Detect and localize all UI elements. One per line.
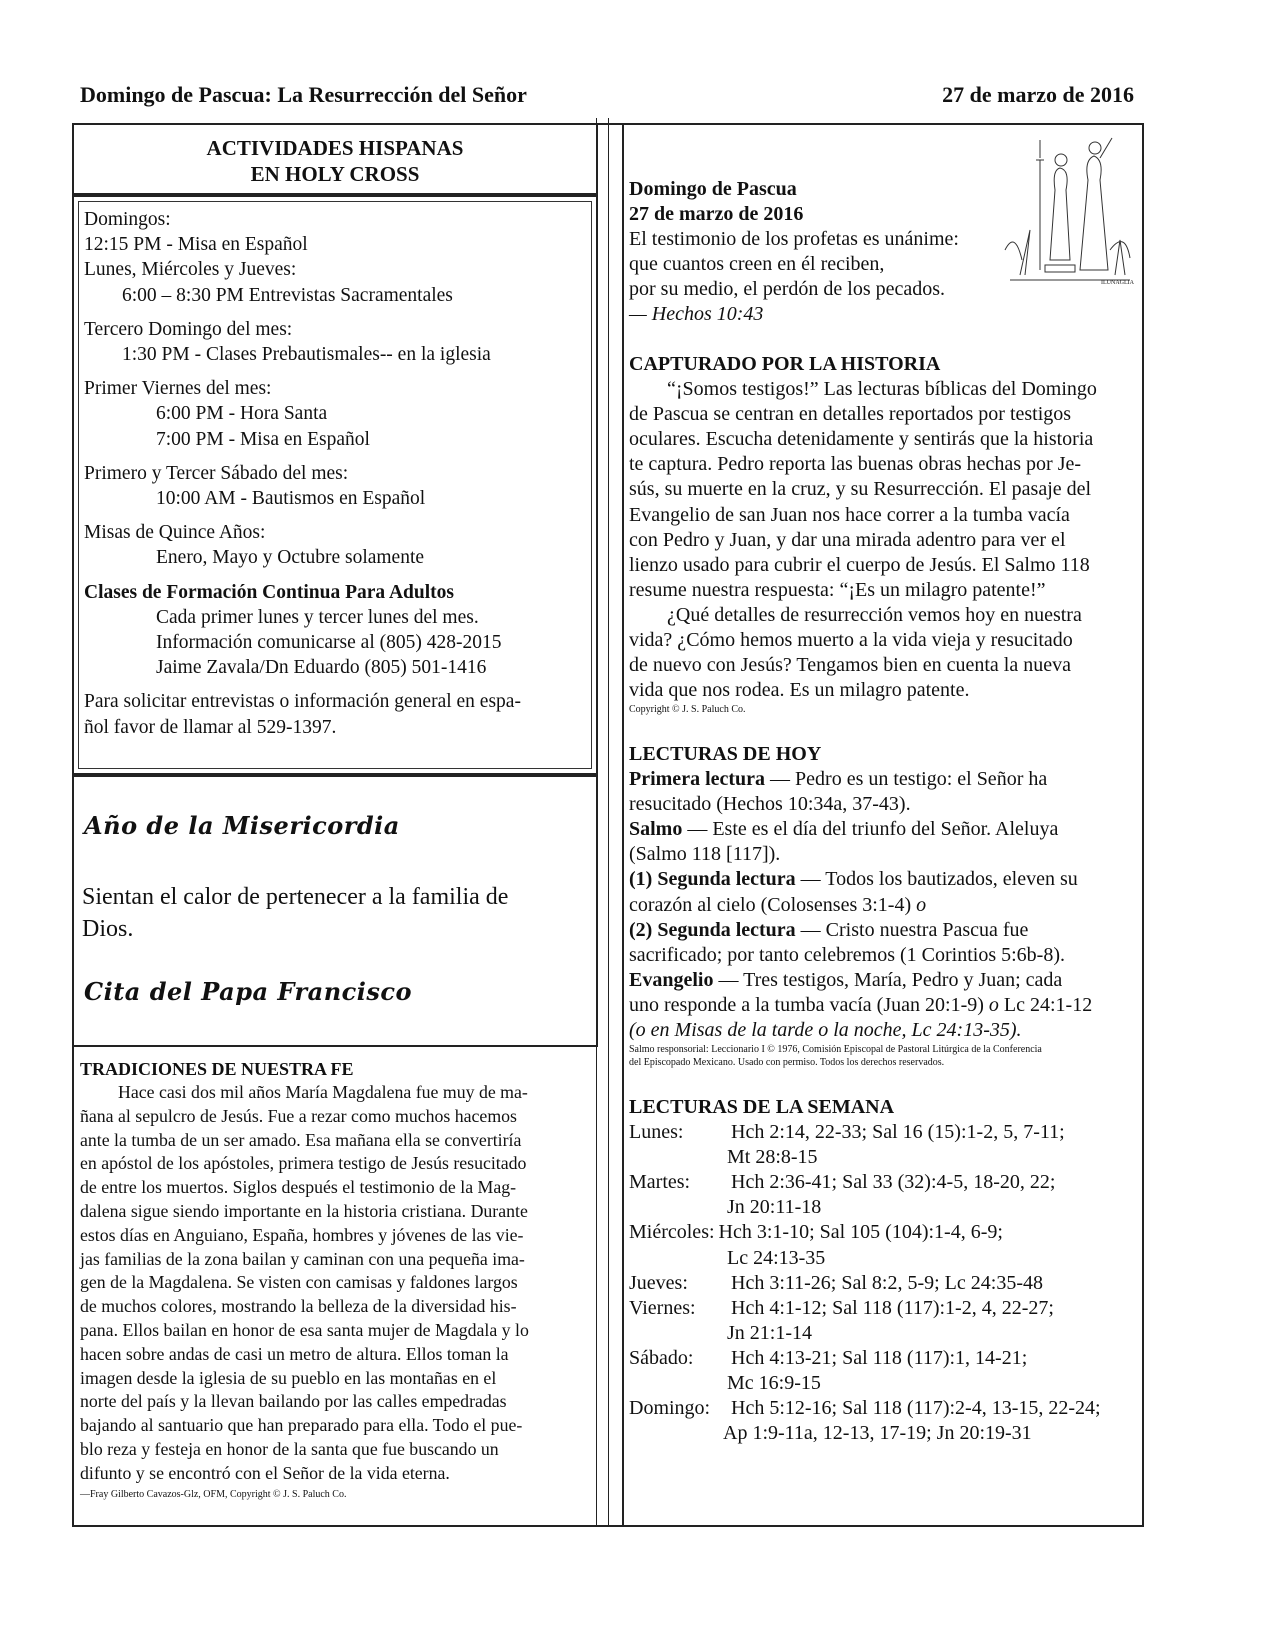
weekdays-item: 6:00 – 8:30 PM Entrevistas Sacramentales: [122, 284, 453, 306]
quote-title: Cita del Papa Francisco: [84, 977, 412, 1006]
readings-week-title: LECTURAS DE LA SEMANA: [629, 1096, 895, 1118]
traditions-line: de muchos colores, mostrando la belleza de la diversidad his-: [80, 1296, 517, 1317]
week-reading-line1: Hch 5:12-16; Sal 118 (117):2-4, 13-15, 22-24;: [731, 1397, 1101, 1420]
adult-item1: Cada primer lunes y tercer lunes del mes.: [156, 606, 479, 628]
week-row: [629, 1396, 1139, 1421]
traditions-credit: —Fray Gilberto Cavazos-Glz, OFM, Copyright © J. S. Paluch Co.: [80, 1488, 347, 1500]
history-line: ¿Qué detalles de resurrección vemos hoy en nuestra: [667, 603, 1082, 626]
saturday-item: 10:00 AM - Bautismos en Español: [156, 488, 426, 510]
traditions-title: TRADICIONES DE NUESTRA FE: [80, 1059, 354, 1079]
easter-verse-line1: El testimonio de los profetas es unánime:: [629, 228, 959, 250]
week-row: [629, 1120, 1139, 1145]
week-reading-line1: Hch 3:11-26; Sal 8:2, 5-9; Lc 24:35-48: [731, 1271, 1043, 1294]
history-line: lienzo usado para cubrir el cuerpo de Jesús. El Salmo 118: [629, 553, 1090, 576]
traditions-line: Hace casi dos mil años María Magdalena fue muy de ma-: [118, 1082, 528, 1102]
week-reading-line1: Hch 4:13-21; Sal 118 (117):1, 14-21;: [731, 1346, 1028, 1369]
page-title: Domingo de Pascua: La Resurrección del Señor: [80, 82, 527, 107]
adult-label: Clases de Formación Continua Para Adultos: [84, 581, 454, 603]
info-line1: Para solicitar entrevistas o información general en espa-: [84, 691, 521, 713]
history-line: resume nuestra respuesta: “¡Es un milagro patente!”: [629, 578, 1046, 601]
quince-item: Enero, Mayo y Octubre solamente: [156, 547, 425, 569]
history-line: Evangelio de san Juan nos hace correr a la tumba vacía: [629, 503, 1070, 526]
resurrection-illustration-svg: [1000, 130, 1138, 290]
traditions-line: bajando al santuario que han preparado para ella. Todo el pue-: [80, 1415, 523, 1436]
week-reading-line1: Hch 3:1-10; Sal 105 (104):1-4, 6-9;: [718, 1221, 1003, 1244]
second2-text2: sacrificado; por tanto celebremos (1 Corintios 5:6b-8).: [629, 943, 1065, 966]
week-row: [629, 1346, 1139, 1371]
third-sunday-label: Tercero Domingo del mes:: [84, 318, 293, 340]
traditions-line: difunto y se encontró con el Señor de la vida eterna.: [80, 1462, 450, 1483]
second1-text1: — Todos los bautizados, eleven su: [795, 868, 1078, 891]
second1-text2: corazón al cielo (Colosenses 3:1-4): [629, 893, 917, 916]
page-date: 27 de marzo de 2016: [942, 82, 1134, 107]
week-day: Domingo:: [629, 1397, 711, 1420]
traditions-line: estos días en Anguiano, España, hombres y jóvenes de las vie-: [80, 1224, 524, 1245]
history-line: sús, su muerte en la cruz, y su Resurrección. El pasaje del: [629, 478, 1092, 501]
week-reading-line2: Jn 20:11-18: [727, 1196, 822, 1219]
first-reading-text1: — Pedro es un testigo: el Señor ha: [765, 768, 1048, 791]
second2-text1: — Cristo nuestra Pascua fue: [795, 918, 1029, 941]
traditions-line: hacen sobre andas de casi un metro de altura. Ellos toman la: [80, 1343, 509, 1364]
week-day: Jueves:: [629, 1271, 688, 1294]
gospel-text2b: Lc 24:1-12: [998, 993, 1093, 1016]
mercy-box: [72, 775, 598, 1047]
gospel-text3: (o en Misas de la tarde o la noche, Lc 24:13-35).: [629, 1019, 1022, 1042]
week-reading-line1: Hch 2:36-41; Sal 33 (32):4-5, 18-20, 22;: [731, 1171, 1056, 1194]
history-line: vida que nos rodea. Es un milagro patente.: [629, 679, 970, 702]
adult-item2: Información comunicarse al (805) 428-2015: [156, 632, 502, 654]
traditions-line: en apóstol de los apóstoles, primera testigo de Jesús resucitado: [80, 1153, 527, 1174]
second1-label: (1) Segunda lectura: [629, 868, 796, 891]
week-day: Martes:: [629, 1171, 691, 1194]
traditions-line: imagen desde la iglesia de su pueblo en las montañas en el: [80, 1367, 497, 1388]
week-reading-line1: Hch 4:1-12; Sal 118 (117):1-2, 4, 22-27;: [731, 1296, 1054, 1319]
traditions-section: [80, 1057, 592, 1501]
traditions-line: dalena sigue siendo importante en la historia cristiana. Durante: [80, 1200, 528, 1221]
history-line: de nuevo con Jesús? Tengamos bien en cuenta la nueva: [629, 654, 1071, 677]
history-line: con Pedro y Juan, y dar una mirada adentro para ver el: [629, 528, 1066, 551]
readings-note-line1: Salmo responsorial: Leccionario I © 1976, Comisión Episcopal de Pastoral Litúrgica de la Conferencia: [629, 1044, 1042, 1056]
info-line2: ñol favor de llamar al 529-1397.: [84, 716, 337, 738]
activities-box: [72, 195, 598, 775]
column-divider-2: [608, 118, 609, 1527]
activities-title-line1: ACTIVIDADES HISPANAS: [206, 136, 464, 160]
gospel-or: o: [988, 993, 999, 1016]
resurrection-illustration: [1000, 130, 1138, 290]
psalm-text1: — Este es el día del triunfo del Señor. Aleluya: [682, 818, 1059, 841]
history-line: vida? ¿Cómo hemos muerto a la vida vieja y resucitado: [629, 629, 1073, 652]
history-line: oculares. Escucha detenidamente y sentirás que la historia: [629, 428, 1094, 451]
activities-title-box: [72, 123, 598, 195]
quince-label: Misas de Quince Años:: [84, 522, 266, 544]
gospel-text2a: uno responde a la tumba vacía (Juan 20:1-9): [629, 993, 989, 1016]
adult-item3: Jaime Zavala/Dn Eduardo (805) 501-1416: [156, 657, 487, 679]
week-day: Miércoles:: [629, 1221, 715, 1244]
illustration-signature: ILUNAGLIA: [1101, 280, 1134, 286]
week-reading-line2: Mc 16:9-15: [727, 1372, 821, 1395]
week-day: Sábado:: [629, 1346, 694, 1369]
traditions-line: ante la tumba de un ser amado. Esa mañana ella se convertiría: [80, 1129, 522, 1150]
readings-today-title: LECTURAS DE HOY: [629, 743, 822, 765]
easter-section: [629, 177, 1009, 327]
traditions-line: de entre los muertos. Siglos después el testimonio de la Mag-: [80, 1177, 517, 1198]
second1-or: o: [916, 893, 927, 916]
readings-week-section: [629, 1095, 1139, 1446]
traditions-line: ñana al sepulcro de Jesús. Fue a rezar como muchos hacemos: [80, 1105, 517, 1126]
gospel-text1: — Tres testigos, María, Pedro y Juan; cada: [713, 968, 1063, 991]
mercy-title: Año de la Misericordia: [84, 811, 400, 840]
readings-note-line2: del Episcopado Mexicano. Usado con permiso. Todos los derechos reservados.: [629, 1057, 945, 1069]
psalm-label: Salmo: [629, 818, 683, 841]
readings-today-section: [629, 742, 1139, 1069]
column-divider-3: [622, 123, 624, 1527]
traditions-line: gen de la Magdalena. Se visten con camisas y faldones largos: [80, 1272, 518, 1293]
third-sunday-item: 1:30 PM - Clases Prebautismales-- en la iglesia: [122, 344, 491, 366]
first-reading-label: Primera lectura: [629, 768, 766, 791]
history-line: “¡Somos testigos!” Las lecturas bíblicas del Domingo: [667, 378, 1097, 401]
first-friday-item1: 6:00 PM - Hora Santa: [156, 403, 328, 425]
traditions-line: blo reza y festeja en honor de la santa que fue buscando un: [80, 1438, 499, 1459]
sundays-mass: 12:15 PM - Misa en Español: [84, 234, 308, 256]
easter-date: 27 de marzo de 2016: [629, 203, 804, 225]
activities-title-line2: EN HOLY CROSS: [250, 162, 420, 186]
first-reading-text2: resucitado (Hechos 10:34a, 37-43).: [629, 793, 911, 816]
history-line: te captura. Pedro reporta las buenas obras hechas por Je-: [629, 453, 1082, 476]
sundays-label: Domingos:: [84, 209, 171, 230]
mercy-text-line1: Sientan el calor de pertenecer a la familia de: [82, 884, 509, 910]
week-row: [629, 1170, 1139, 1195]
easter-verse-ref: — Hechos 10:43: [629, 303, 764, 325]
first-friday-item2: 7:00 PM - Misa en Español: [156, 428, 370, 450]
easter-verse-line2: que cuantos creen en él reciben,: [629, 253, 885, 275]
history-copyright: Copyright © J. S. Paluch Co.: [629, 704, 746, 716]
weekdays-label: Lunes, Miércoles y Jueves:: [84, 259, 297, 281]
psalm-text2: (Salmo 118 [117]).: [629, 843, 781, 866]
right-rule: [1142, 123, 1144, 1527]
week-day: Lunes:: [629, 1121, 684, 1144]
saturday-label: Primero y Tercer Sábado del mes:: [84, 462, 349, 484]
history-line: de Pascua se centran en detalles reportados por testigos: [629, 403, 1072, 426]
easter-verse-line3: por su medio, el perdón de los pecados.: [629, 278, 946, 300]
week-reading-line1: Hch 2:14, 22-33; Sal 16 (15):1-2, 5, 7-11;: [731, 1121, 1065, 1144]
week-row: [629, 1271, 1139, 1296]
week-reading-line2: Jn 21:1-14: [727, 1321, 812, 1344]
week-reading-line2: Mt 28:8-15: [727, 1146, 818, 1169]
first-friday-label: Primer Viernes del mes:: [84, 378, 272, 400]
traditions-line: jas familias de la zona bailan y caminan con una pequeña ima-: [80, 1248, 525, 1269]
traditions-line: pana. Ellos bailan en honor de esa santa mujer de Magdala y lo: [80, 1319, 529, 1340]
gospel-label: Evangelio: [629, 968, 714, 991]
week-row: [629, 1296, 1139, 1321]
week-reading-line2: Ap 1:9-11a, 12-13, 17-19; Jn 20:19-31: [723, 1422, 1032, 1445]
week-row: [629, 1220, 1139, 1245]
week-day: Viernes:: [629, 1296, 696, 1319]
easter-title: Domingo de Pascua: [629, 178, 797, 200]
second2-label: (2) Segunda lectura: [629, 918, 796, 941]
history-title: CAPTURADO POR LA HISTORIA: [629, 353, 941, 375]
week-reading-line2: Lc 24:13-35: [727, 1246, 826, 1269]
traditions-line: norte del país y la llevan bailando por las calles empedradas: [80, 1391, 507, 1412]
mercy-text-line2: Dios.: [82, 916, 134, 942]
history-section: [629, 352, 1139, 716]
